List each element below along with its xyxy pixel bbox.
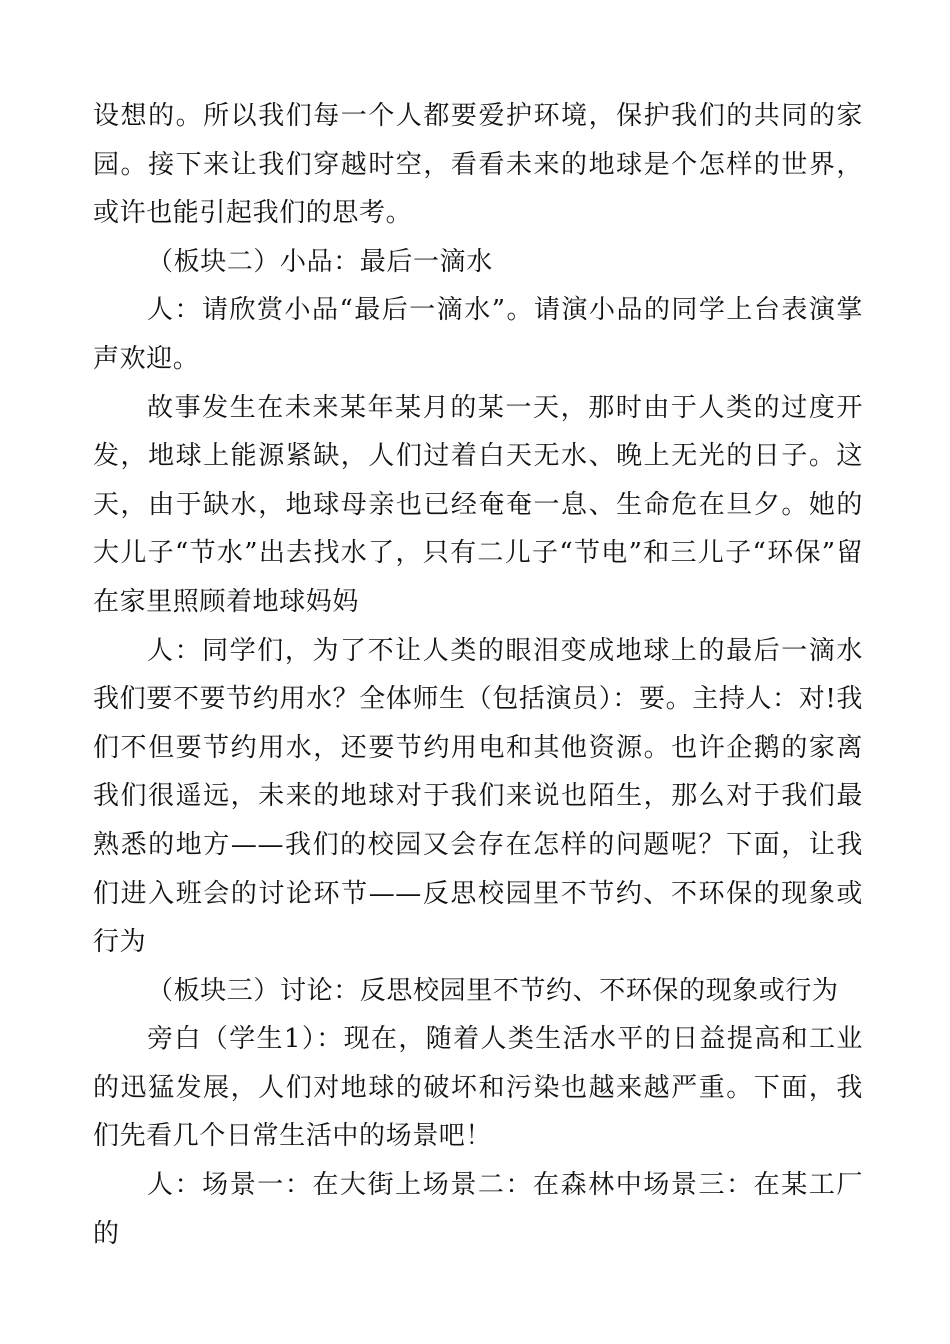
paragraph-skit-story: 故事发生在未来某年某月的某一天，那时由于人类的过度开发，地球上能源紧缺，人们过着白天无水、晚上无光的日子。这天，由于缺水，地球母亲也已经奄奄一息、生命危在旦夕。她的大儿子“节水”出去找水了，只有二儿子“节电”和三儿子“环保”留在家里照顾着地球妈妈 bbox=[93, 392, 863, 617]
paragraph-skit-invitation: 人：请欣赏小品“最后一滴水”。请演小品的同学上台表演掌声欢迎。 bbox=[93, 295, 863, 374]
paragraph-host-dialogue: 人：同学们，为了不让人类的眼泪变成地球上的最后一滴水我们要不要节约用水？全体师生（包括演员）：要。主持人：对!我们不但要节约用水，还要节约用电和其他资源。也许企鹅的家离我们很遥远，未来的地球对于我们来说也陌生，那么对于我们最熟悉的地方——我们的校园又会存在怎样的问题呢？下面，让我们进入班会的讨论环节——反思校园里不节约、不环保的现象或行为 bbox=[93, 635, 863, 958]
paragraph-intro-continuation: 设想的。所以我们每一个人都要爱护环境，保护我们的共同的家园。接下来让我们穿越时空，看看未来的地球是个怎样的世界，或许也能引起我们的思考。 bbox=[93, 101, 863, 229]
document-body bbox=[93, 92, 863, 1258]
section-heading-part-two: （板块二）小品：最后一滴水 bbox=[147, 246, 493, 277]
paragraph-scenes: 人：场景一：在大街上场景二：在森林中场景三：在某工厂的 bbox=[93, 1170, 863, 1249]
paragraph-narration: 旁白（学生1）：现在，随着人类生活水平的日益提高和工业的迅猛发展，人们对地球的破坏和污染也越来越严重。下面，我们先看几个日常生活中的场景吧！ bbox=[93, 1024, 863, 1152]
section-heading-part-three: （板块三）讨论：反思校园里不节约、不环保的现象或行为 bbox=[147, 975, 839, 1006]
